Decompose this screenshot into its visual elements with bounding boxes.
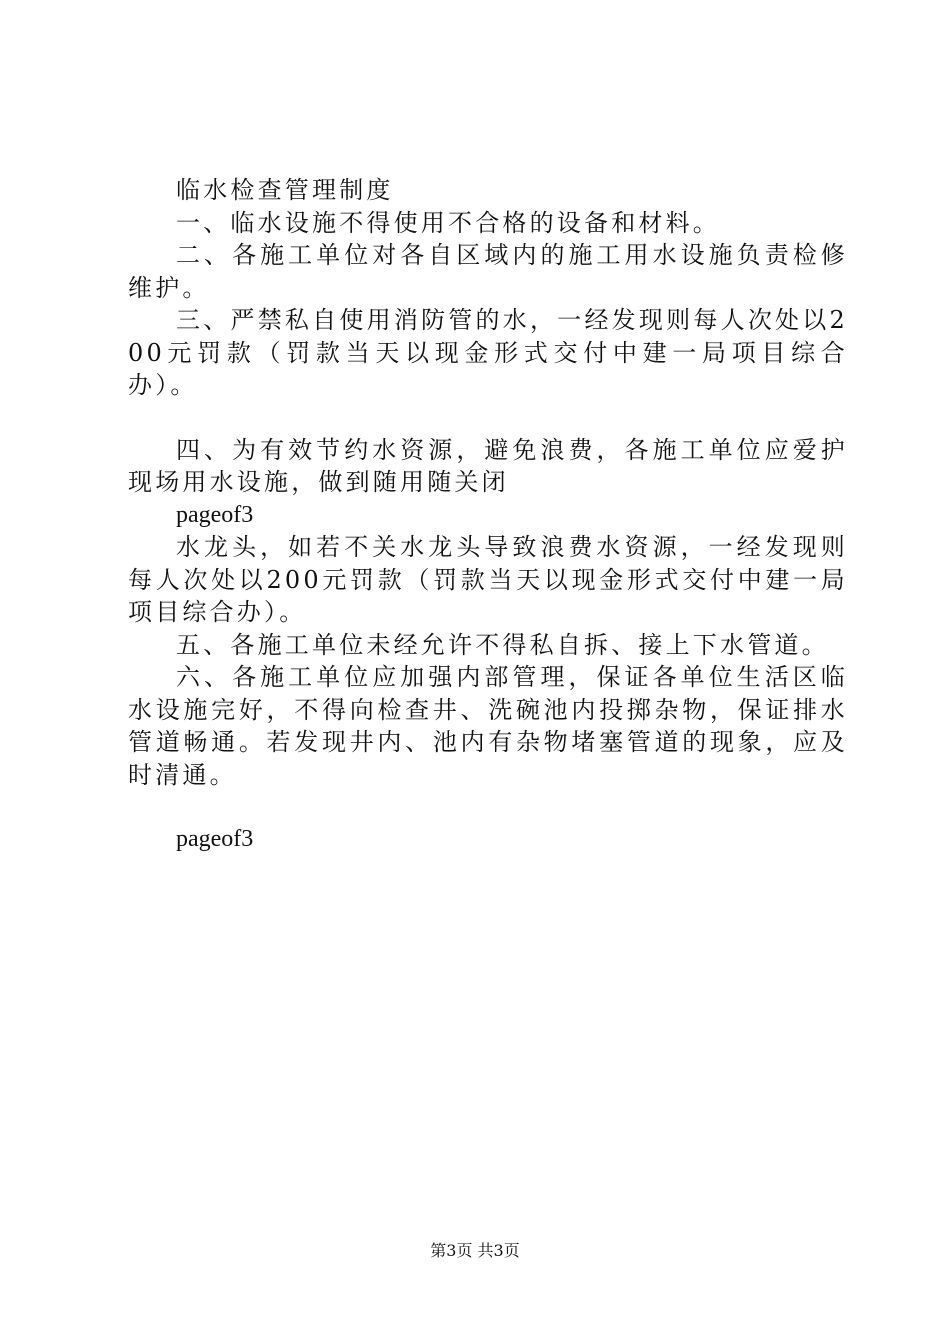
- paragraph-5: 水龙头，如若不关水龙头导致浪费水资源，一经发现则每人次处以200元罚款（罚款当天以现金形式交付中建一局项目综合办）。: [128, 533, 848, 626]
- paragraph-6: 五、各施工单位未经允许不得私自拆、接上下水管道。: [176, 630, 829, 659]
- paragraph-7: 六、各施工单位应加强内部管理，保证各单位生活区临水设施完好，不得向检查井、洗碗池内投掷杂物，保证排水管道畅通。若发现井内、池内有杂物堵塞管道的现象，应及时清通。: [128, 663, 848, 789]
- page-marker: pageof3: [176, 501, 254, 528]
- paragraph-3: 三、严禁私自使用消防管的水，一经发现则每人次处以200元罚款（罚款当天以现金形式交付中建一局项目综合办）。: [128, 306, 848, 399]
- document-body: [128, 174, 848, 856]
- document-title: 临水检查管理制度: [176, 176, 394, 204]
- paragraph-2: 二、各施工单位对各自区域内的施工用水设施负责检修维护。: [128, 241, 848, 302]
- paragraph-1: 一、临水设施不得使用不合格的设备和材料。: [176, 208, 720, 237]
- page-footer: 第3页 共3页: [430, 1241, 520, 1260]
- paragraph-4: 四、为有效节约水资源，避免浪费，各施工单位应爱护现场用水设施，做到随用随关闭: [128, 435, 848, 496]
- page-marker: pageof3: [176, 826, 254, 852]
